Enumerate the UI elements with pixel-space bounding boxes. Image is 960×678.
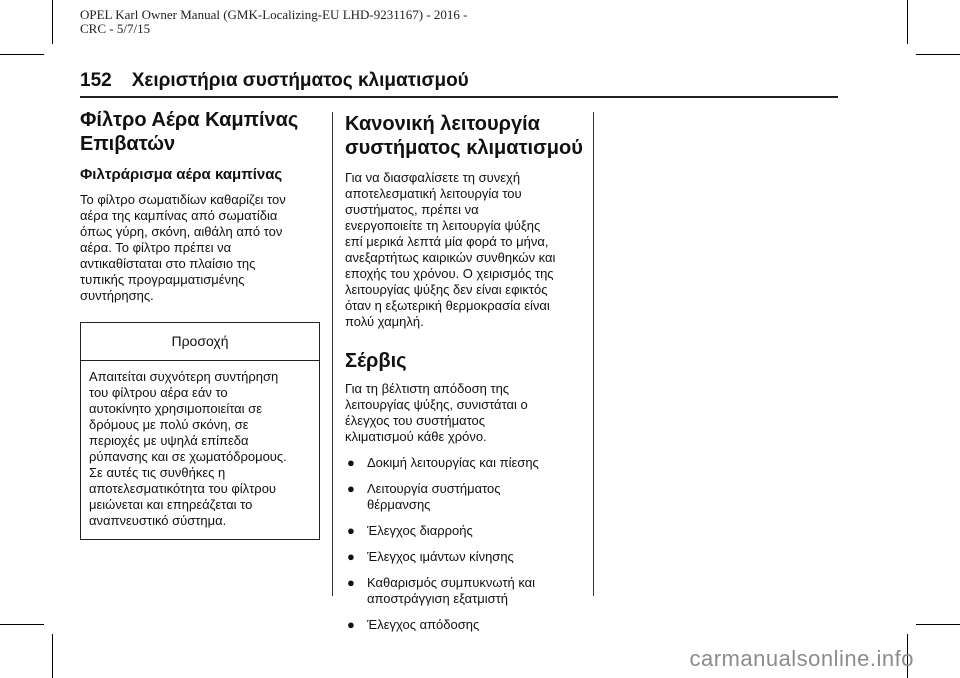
chapter-title: Χειριστήρια συστήματος κλιματισμού <box>131 70 469 91</box>
caution-box <box>80 322 320 540</box>
bullet-icon: ● <box>347 523 355 538</box>
column-divider <box>332 112 333 596</box>
section-title-normal-operation: Κανονική λειτουργία συστήματος κλιματισμού <box>345 113 583 159</box>
bullet-icon: ● <box>347 549 355 564</box>
crop-mark <box>0 624 44 625</box>
document-meta <box>80 8 468 36</box>
subsection-title-filtering: Φιλτράρισμα αέρα καμπίνας <box>80 166 283 183</box>
page-heading <box>80 70 469 92</box>
caution-body: Απαιτείται συχνότερη συντήρηση του φίλτρου αέρα εάν το αυτοκίνητο χρησιμοποιείται σε δρόμους με πολύ σκόνη, σε περιοχές με υψηλά επίπεδα ρύπανσης και σε χωματόδρομους. Σε αυτές τις συνθήκες η αποτελεσματικότητα του φίλτρου μειώνεται και επηρεάζεται το αναπνευστικό σύστημα. <box>89 369 287 528</box>
list-item-text: Έλεγχος διαρροής <box>367 523 473 538</box>
crop-mark <box>907 0 908 44</box>
meta-line-2: CRC - 5/7/15 <box>80 21 151 36</box>
heading-rule <box>80 96 838 98</box>
service-paragraph: Για τη βέλτιστη απόδοση της λειτουργίας ψύξης, συνιστάται ο έλεγχος του συστήματος κλιματισμού κάθε χρόνο. <box>345 381 528 444</box>
section-title-cabin-filter: Φίλτρο Αέρα Καμπίνας Επιβατών <box>80 109 299 155</box>
list-item-text: Λειτουργία συστήματος θέρμανσης <box>367 481 501 512</box>
column-left <box>80 108 320 540</box>
bullet-icon: ● <box>347 617 355 632</box>
caution-title: Προσοχή <box>171 333 229 349</box>
filter-paragraph: Το φίλτρο σωματιδίων καθαρίζει τον αέρα της καμπίνας από σωματίδια όπως γύρη, σκόνη, αιθάλη από τον αέρα. Το φίλτρο πρέπει να αντικαθίσταται στο πλαίσιο της τυπικής προγραμματισμένης συντήρησης. <box>80 192 286 303</box>
crop-mark <box>0 54 44 55</box>
list-item <box>345 617 585 633</box>
page-number: 152 <box>80 70 112 91</box>
meta-line-1: OPEL Karl Owner Manual (GMK-Localizing-EU LHD-9231167) - 2016 - <box>80 7 468 22</box>
list-item <box>345 481 585 513</box>
bullet-icon: ● <box>347 575 355 590</box>
list-item <box>345 575 585 607</box>
list-item-text: Έλεγχος ιμάντων κίνησης <box>367 549 514 564</box>
crop-mark <box>52 0 53 44</box>
operation-paragraph: Για να διασφαλίσετε τη συνεχή αποτελεσματική λειτουργία του συστήματος, πρέπει να ενεργοποιείτε τη λειτουργία ψύξης επί μερικά λεπτά μία φορά το μήνα, ανεξαρτήτως καιρικών συνθηκών και εποχής του χρόνου. Ο χειρισμός της λειτουργίας ψύξης δεν είναι εφικτός όταν η εξωτερική θερμοκρασία είναι πολύ χαμηλή. <box>345 170 556 329</box>
crop-mark <box>916 54 960 55</box>
bullet-icon: ● <box>347 481 355 496</box>
list-item-text: Δοκιμή λειτουργίας και πίεσης <box>367 455 539 470</box>
service-checklist <box>345 455 585 633</box>
bullet-icon: ● <box>347 455 355 470</box>
list-item <box>345 523 585 539</box>
crop-mark <box>916 624 960 625</box>
watermark: carmanualsonline.info <box>689 646 914 671</box>
section-title-service: Σέρβις <box>345 350 407 372</box>
column-divider <box>593 112 594 596</box>
column-middle <box>345 108 585 643</box>
list-item-text: Έλεγχος απόδοσης <box>367 617 480 632</box>
list-item-text: Καθαρισμός συμπυκνωτή και αποστράγγιση εξατμιστή <box>367 575 536 606</box>
list-item <box>345 549 585 565</box>
list-item <box>345 455 585 471</box>
crop-mark <box>52 634 53 678</box>
